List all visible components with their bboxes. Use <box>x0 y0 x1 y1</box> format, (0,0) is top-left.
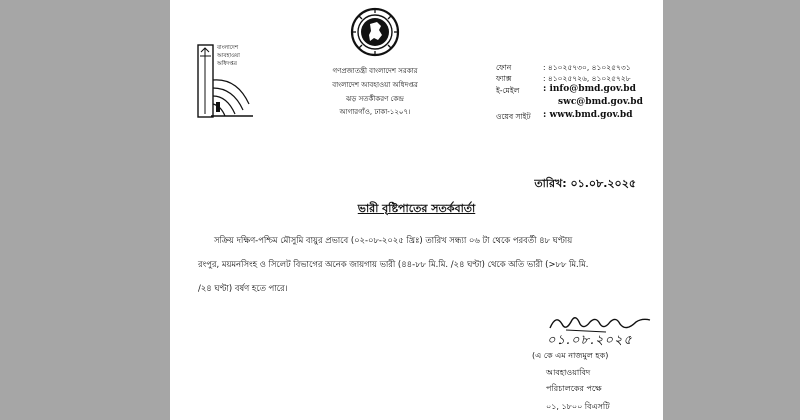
website-label: ওয়েব সাইট <box>496 112 531 121</box>
logo-text-line-3: অধিদপ্তর <box>217 61 237 67</box>
header-government: গণপ্রজাতন্ত্রী বাংলাদেশ সরকার <box>332 67 418 75</box>
body-line-1: সক্রিয় দক্ষিণ-পশ্চিম মৌসুমি বায়ুর প্রভাবে (০২-০৮-২০২৫ খ্রিঃ) তারিখ সন্ধ্যা ০৬ টা থেকে পরবর্তী ৪৮ ঘণ্টায় <box>214 235 573 245</box>
signatory-on-behalf: পরিচালকের পক্ষে <box>546 384 602 393</box>
logo-text-line-2: আবহাওয়া <box>217 53 240 59</box>
logo-text-line-1: বাংলাদেশ <box>217 45 239 51</box>
email-value[interactable]: : info@bmd.gov.bd <box>543 84 636 94</box>
warning-letter <box>170 0 663 420</box>
header-center: ঝড় সতর্কীকরণ কেন্দ্র <box>346 95 404 103</box>
email-value-2[interactable]: swc@bmd.gov.bd <box>558 97 643 107</box>
signatory-designation: আবহাওয়াবিদ <box>546 368 591 377</box>
date-line: তারিখ: ০১.০৮.২০২৫ <box>534 177 636 190</box>
fax-value: : ৪১০২৫৭২৬, ৪১০২৫৭২৮ <box>543 74 631 83</box>
body-line-2: রংপুর, ময়মনসিংহ ও সিলেট বিভাগের অনেক জায়গায় ভারী (৪৪-৮৮ মি.মি. /২৪ ঘণ্টা) থেকে অতি ভারী (>৮৮ মি.মি. <box>198 259 589 269</box>
bangladesh-govt-seal-icon <box>350 5 400 59</box>
header-department: বাংলাদেশ আবহাওয়া অধিদপ্তর <box>332 81 418 89</box>
header-address: আগারগাঁও, ঢাকা-১২০৭। <box>339 108 411 116</box>
contact-block <box>496 62 656 124</box>
email-label: ই-মেইল <box>496 86 520 95</box>
signatory-name: (এ কে এম নাজমুল হক) <box>532 351 609 360</box>
body-line-3: /২৪ ঘণ্টা) বর্ষণ হতে পারে। <box>198 283 288 293</box>
phone-label: ফোন <box>496 63 512 72</box>
fax-label: ফ্যাক্স <box>496 74 512 83</box>
handwritten-date: ০১.০৮.২০২৫ <box>547 333 633 348</box>
document-title: ভারী বৃষ্টিপাতের সতর্কবার্তা <box>357 202 476 215</box>
bmd-logo <box>197 44 255 118</box>
title-wrap <box>170 197 663 219</box>
phone-value: : ৪১০২৫৭৩০, ৪১০২৫৭৩১ <box>543 63 631 72</box>
issue-time: ০১, ১৮০০ বিএসটি <box>546 402 610 411</box>
website-value[interactable]: : www.bmd.gov.bd <box>543 110 633 120</box>
